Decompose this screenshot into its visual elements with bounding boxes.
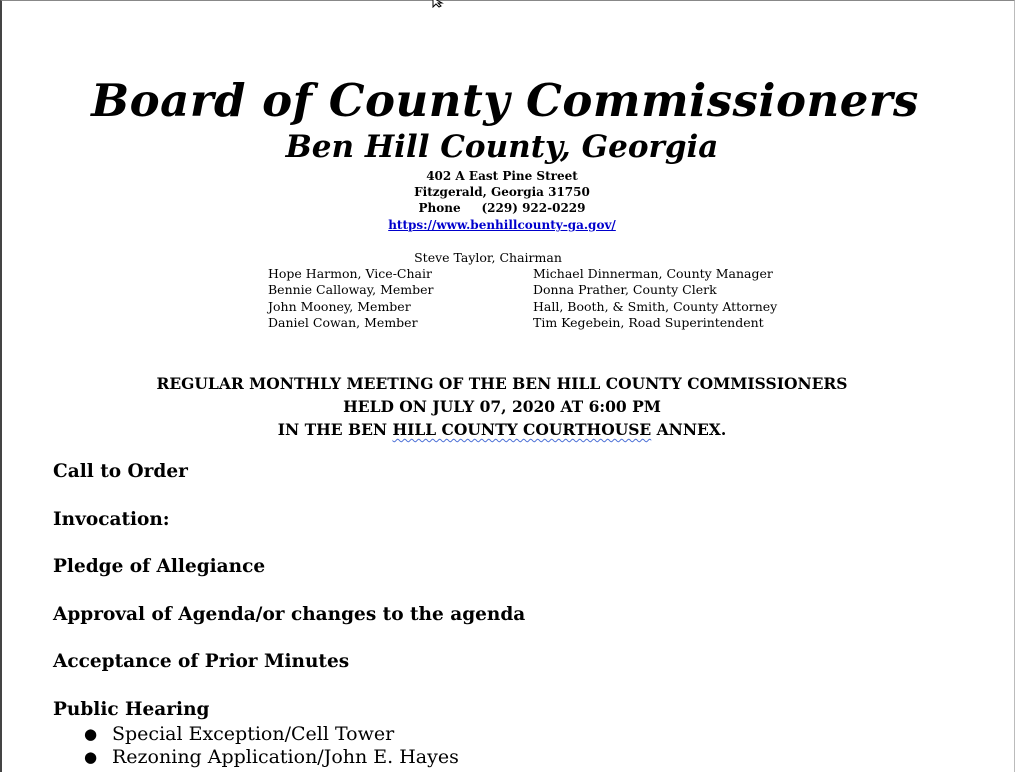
agenda-item-public-hearing: Public Hearing <box>53 699 210 720</box>
list-item <box>84 746 459 769</box>
official-right-4: Tim Kegebein, Road Superintendent <box>533 314 764 330</box>
official-left-3: John Mooney, Member <box>268 298 411 314</box>
meeting-line-3-pre: IN THE BEN <box>277 420 393 439</box>
mouse-cursor-icon <box>432 0 446 8</box>
list-item-text: Special Exception/Cell Tower <box>112 723 395 745</box>
official-right-3: Hall, Booth, & Smith, County Attorney <box>533 298 778 314</box>
official-left-2: Bennie Calloway, Member <box>268 282 434 298</box>
agenda-item-pledge: Pledge of Allegiance <box>53 556 266 577</box>
official-left-1: Hope Harmon, Vice-Chair <box>268 266 432 281</box>
official-right-2: Donna Prather, County Clerk <box>533 282 717 298</box>
official-left-4: Daniel Cowan, Member <box>268 314 418 330</box>
spellcheck-marked-text: HILL COUNTY COURTHOUSE <box>392 420 652 439</box>
official-right-list <box>533 266 777 331</box>
document-title: Board of County Commissioners <box>91 74 919 127</box>
list-item <box>84 723 459 746</box>
agenda-item-approval: Approval of Agenda/or changes to the agenda <box>53 604 526 625</box>
address-line-2: Fitzgerald, Georgia 31750 <box>414 185 590 199</box>
public-hearing-list <box>84 723 459 769</box>
document-subtitle: Ben Hill County, Georgia <box>285 129 719 165</box>
meeting-line-3-post: ANNEX. <box>651 420 727 439</box>
meeting-line-2: HELD ON JULY 07, 2020 AT 6:00 PM <box>343 397 661 416</box>
meeting-line-1: REGULAR MONTHLY MEETING OF THE BEN HILL COUNTY COMMISSIONERS <box>156 374 848 393</box>
official-left-list <box>268 266 434 331</box>
phone-line: Phone (229) 922-0229 <box>418 201 586 215</box>
agenda-item-call-to-order: Call to Order <box>53 461 188 482</box>
meeting-line-3 <box>0 418 1004 441</box>
official-right-1: Michael Dinnerman, County Manager <box>533 266 773 281</box>
agenda-item-minutes: Acceptance of Prior Minutes <box>53 651 350 672</box>
website-link[interactable]: https://www.benhillcounty-ga.gov/ <box>388 218 616 232</box>
bullet-icon: ● <box>84 748 98 766</box>
address-line-1: 402 A East Pine Street <box>426 169 578 183</box>
meeting-heading <box>0 372 1004 441</box>
bullet-icon: ● <box>84 725 98 743</box>
list-item-text: Rezoning Application/John E. Hayes <box>112 746 459 768</box>
chairman: Steve Taylor, Chairman <box>414 250 562 265</box>
agenda-item-invocation: Invocation: <box>53 509 170 530</box>
